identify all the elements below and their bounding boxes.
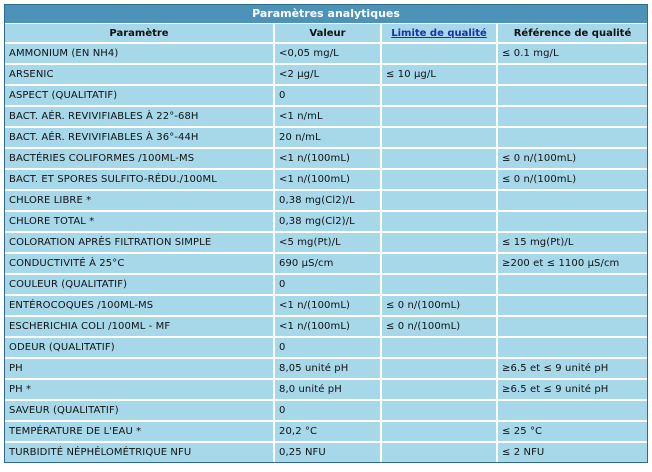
cell-value: 0 (274, 400, 381, 421)
cell-quality-limit (381, 253, 497, 274)
analytic-parameters-panel (4, 4, 648, 463)
cell-quality-reference: ≤ 0.1 mg/L (497, 43, 647, 64)
cell-quality-reference: ≤ 2 NFU (497, 442, 647, 462)
cell-quality-reference (497, 106, 647, 127)
analytic-parameters-table (5, 24, 647, 462)
table-row (5, 442, 647, 462)
cell-quality-limit (381, 127, 497, 148)
table-row (5, 274, 647, 295)
cell-value: 0,38 mg(Cl2)/L (274, 211, 381, 232)
cell-value: <5 mg(Pt)/L (274, 232, 381, 253)
cell-parameter: SAVEUR (QUALITATIF) (5, 400, 274, 421)
cell-quality-limit (381, 232, 497, 253)
cell-value: 690 µS/cm (274, 253, 381, 274)
cell-parameter: CONDUCTIVITÉ À 25°C (5, 253, 274, 274)
cell-parameter: ARSENIC (5, 64, 274, 85)
column-header-quality-limit (381, 24, 497, 43)
cell-quality-reference: ≥6.5 et ≤ 9 unité pH (497, 379, 647, 400)
quality-limit-link[interactable]: Limite de qualité (391, 27, 487, 39)
cell-parameter: AMMONIUM (EN NH4) (5, 43, 274, 64)
cell-quality-reference: ≤ 25 °C (497, 421, 647, 442)
cell-parameter: CHLORE TOTAL * (5, 211, 274, 232)
cell-parameter: BACTÉRIES COLIFORMES /100ML-MS (5, 148, 274, 169)
table-row (5, 190, 647, 211)
cell-value: <0,05 mg/L (274, 43, 381, 64)
cell-quality-reference (497, 127, 647, 148)
cell-quality-reference (497, 337, 647, 358)
cell-value: 20 n/mL (274, 127, 381, 148)
cell-parameter: BACT. ET SPORES SULFITO-RÉDU./100ML (5, 169, 274, 190)
table-row (5, 421, 647, 442)
cell-value: 0,38 mg(Cl2)/L (274, 190, 381, 211)
cell-parameter: ASPECT (QUALITATIF) (5, 85, 274, 106)
cell-value: 0 (274, 85, 381, 106)
table-row (5, 400, 647, 421)
cell-parameter: CHLORE LIBRE * (5, 190, 274, 211)
cell-quality-limit (381, 211, 497, 232)
cell-parameter: PH (5, 358, 274, 379)
cell-quality-reference (497, 64, 647, 85)
cell-quality-reference (497, 295, 647, 316)
cell-quality-limit (381, 442, 497, 462)
cell-quality-reference (497, 85, 647, 106)
table-row (5, 85, 647, 106)
cell-value: 8,0 unité pH (274, 379, 381, 400)
cell-parameter: BACT. AÉR. REVIVIFIABLES À 22°-68H (5, 106, 274, 127)
cell-quality-limit (381, 106, 497, 127)
cell-quality-limit: ≤ 0 n/(100mL) (381, 316, 497, 337)
column-header-quality-reference: Référence de qualité (497, 24, 647, 43)
table-row (5, 64, 647, 85)
table-row (5, 169, 647, 190)
cell-quality-limit (381, 148, 497, 169)
table-header-row (5, 24, 647, 43)
cell-parameter: ODEUR (QUALITATIF) (5, 337, 274, 358)
column-header-value: Valeur (274, 24, 381, 43)
table-row (5, 127, 647, 148)
cell-parameter: COLORATION APRÈS FILTRATION SIMPLE (5, 232, 274, 253)
cell-parameter: PH * (5, 379, 274, 400)
cell-quality-reference (497, 211, 647, 232)
table-row (5, 211, 647, 232)
cell-quality-limit (381, 190, 497, 211)
panel-title: Paramètres analytiques (5, 5, 647, 24)
cell-parameter: ESCHERICHIA COLI /100ML - MF (5, 316, 274, 337)
cell-quality-reference: ≤ 0 n/(100mL) (497, 148, 647, 169)
cell-quality-limit (381, 169, 497, 190)
cell-quality-limit (381, 379, 497, 400)
table-row (5, 295, 647, 316)
cell-value: 0 (274, 337, 381, 358)
table-row (5, 358, 647, 379)
cell-quality-reference: ≥200 et ≤ 1100 µS/cm (497, 253, 647, 274)
cell-value: 8,05 unité pH (274, 358, 381, 379)
table-row (5, 337, 647, 358)
cell-value: 0,25 NFU (274, 442, 381, 462)
cell-quality-limit (381, 337, 497, 358)
cell-quality-limit: ≤ 10 µg/L (381, 64, 497, 85)
cell-quality-limit (381, 43, 497, 64)
cell-parameter: ENTÉROCOQUES /100ML-MS (5, 295, 274, 316)
cell-quality-limit (381, 421, 497, 442)
table-row (5, 232, 647, 253)
cell-value: <1 n/(100mL) (274, 148, 381, 169)
table-row (5, 316, 647, 337)
cell-value: <2 µg/L (274, 64, 381, 85)
cell-value: 0 (274, 274, 381, 295)
table-body (5, 43, 647, 462)
table-row (5, 379, 647, 400)
cell-quality-reference: ≤ 0 n/(100mL) (497, 169, 647, 190)
table-row (5, 253, 647, 274)
table-row (5, 106, 647, 127)
cell-parameter: BACT. AÉR. REVIVIFIABLES À 36°-44H (5, 127, 274, 148)
cell-parameter: COULEUR (QUALITATIF) (5, 274, 274, 295)
cell-parameter: TURBIDITÉ NÉPHÉLOMÉTRIQUE NFU (5, 442, 274, 462)
cell-quality-reference (497, 190, 647, 211)
cell-quality-reference (497, 316, 647, 337)
cell-value: <1 n/(100mL) (274, 316, 381, 337)
cell-quality-limit: ≤ 0 n/(100mL) (381, 295, 497, 316)
cell-quality-limit (381, 358, 497, 379)
cell-value: <1 n/(100mL) (274, 295, 381, 316)
cell-quality-reference (497, 274, 647, 295)
cell-quality-limit (381, 85, 497, 106)
cell-value: <1 n/(100mL) (274, 169, 381, 190)
cell-parameter: TEMPÉRATURE DE L'EAU * (5, 421, 274, 442)
cell-quality-limit (381, 274, 497, 295)
cell-quality-reference: ≥6.5 et ≤ 9 unité pH (497, 358, 647, 379)
cell-quality-limit (381, 400, 497, 421)
cell-value: <1 n/mL (274, 106, 381, 127)
cell-value: 20,2 °C (274, 421, 381, 442)
table-row (5, 43, 647, 64)
cell-quality-reference: ≤ 15 mg(Pt)/L (497, 232, 647, 253)
table-row (5, 148, 647, 169)
cell-quality-reference (497, 400, 647, 421)
column-header-parameter: Paramètre (5, 24, 274, 43)
